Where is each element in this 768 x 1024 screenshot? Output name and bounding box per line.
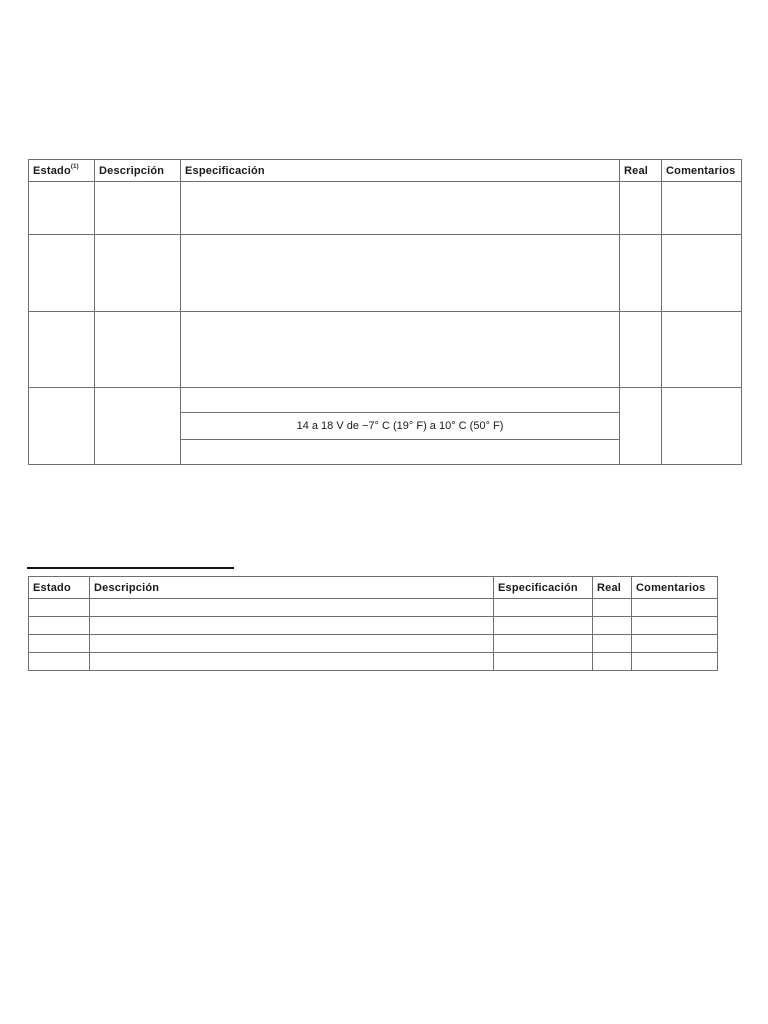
table-row bbox=[29, 235, 742, 312]
cell-estado[interactable] bbox=[29, 653, 90, 671]
cell-estado[interactable] bbox=[29, 599, 90, 617]
table-header-row bbox=[29, 160, 742, 182]
cell-especificacion-line-3 bbox=[181, 440, 620, 465]
header-descripcion: Descripción bbox=[90, 577, 494, 599]
table-row bbox=[29, 599, 718, 617]
inspection-table-2 bbox=[28, 576, 718, 671]
cell-real[interactable] bbox=[620, 312, 662, 388]
cell-comentarios[interactable] bbox=[662, 312, 742, 388]
table-row bbox=[29, 617, 718, 635]
table-row bbox=[29, 653, 718, 671]
header-estado: Estado$^{(1)}$ bbox=[29, 160, 95, 182]
cell-estado[interactable] bbox=[29, 617, 90, 635]
cell-real[interactable] bbox=[593, 653, 632, 671]
cell-comentarios[interactable] bbox=[632, 599, 718, 617]
cell-especificacion bbox=[494, 599, 593, 617]
header-comentarios: Comentarios bbox=[632, 577, 718, 599]
cell-especificacion bbox=[494, 617, 593, 635]
cell-comentarios[interactable] bbox=[662, 235, 742, 312]
cell-especificacion bbox=[494, 653, 593, 671]
cell-real[interactable] bbox=[620, 182, 662, 235]
inspection-table-1 bbox=[28, 159, 742, 465]
header-real: Real bbox=[620, 160, 662, 182]
cell-estado[interactable] bbox=[29, 235, 95, 312]
cell-descripcion bbox=[95, 235, 181, 312]
table-row bbox=[29, 388, 742, 413]
cell-estado[interactable] bbox=[29, 388, 95, 465]
table-row bbox=[29, 312, 742, 388]
cell-descripcion bbox=[95, 312, 181, 388]
table-row bbox=[29, 182, 742, 235]
cell-descripcion bbox=[95, 388, 181, 465]
cell-descripcion bbox=[90, 635, 494, 653]
cell-real[interactable] bbox=[620, 388, 662, 465]
cell-comentarios[interactable] bbox=[632, 653, 718, 671]
cell-real[interactable] bbox=[593, 599, 632, 617]
header-descripcion: Descripción bbox=[95, 160, 181, 182]
cell-comentarios[interactable] bbox=[632, 617, 718, 635]
cell-real[interactable] bbox=[620, 235, 662, 312]
cell-estado[interactable] bbox=[29, 635, 90, 653]
table-row bbox=[29, 635, 718, 653]
cell-comentarios[interactable] bbox=[662, 182, 742, 235]
cell-real[interactable] bbox=[593, 617, 632, 635]
cell-descripcion bbox=[95, 182, 181, 235]
header-estado: Estado bbox=[29, 577, 90, 599]
cell-estado[interactable] bbox=[29, 182, 95, 235]
cell-especificacion bbox=[181, 235, 620, 312]
cell-descripcion bbox=[90, 617, 494, 635]
footnote-marker: (1) bbox=[70, 163, 79, 170]
cell-comentarios[interactable] bbox=[632, 635, 718, 653]
cell-real[interactable] bbox=[593, 635, 632, 653]
table-header-row bbox=[29, 577, 718, 599]
cell-especificacion bbox=[494, 635, 593, 653]
cell-especificacion bbox=[181, 312, 620, 388]
cell-comentarios[interactable] bbox=[662, 388, 742, 465]
header-especificacion: Especificación bbox=[494, 577, 593, 599]
cell-descripcion bbox=[90, 599, 494, 617]
header-comentarios: Comentarios bbox=[662, 160, 742, 182]
cell-descripcion bbox=[90, 653, 494, 671]
cell-especificacion-line-1 bbox=[181, 388, 620, 413]
cell-especificacion bbox=[181, 182, 620, 235]
section-heading-rule bbox=[27, 567, 234, 569]
header-real: Real bbox=[593, 577, 632, 599]
cell-estado[interactable] bbox=[29, 312, 95, 388]
cell-especificacion-voltage: 14 a 18 V de −7° C (19° F) a 10° C (50° F) bbox=[181, 413, 620, 440]
header-especificacion: Especificación bbox=[181, 160, 620, 182]
